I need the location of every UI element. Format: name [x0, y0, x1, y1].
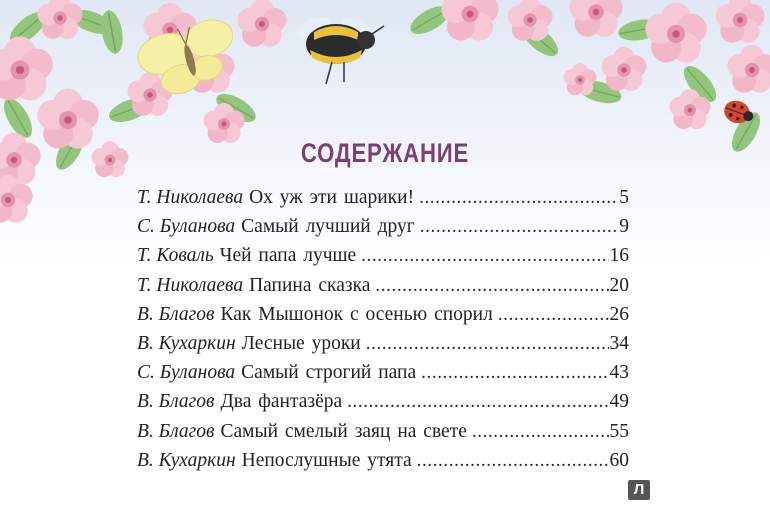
toc-entry-author: С. Буланова [137, 216, 236, 238]
toc-entry-title: Как Мышонок с осенью спорил [220, 303, 493, 325]
toc-entry-author: В. Благов [137, 391, 215, 413]
toc-entry-title: Ох уж эти шарики! [249, 187, 415, 208]
toc-entry-page: 26 [609, 303, 629, 325]
toc-entry[interactable] [137, 421, 629, 450]
toc-entry-leader [420, 216, 618, 238]
toc-entry-author: В. Кухаркин [137, 332, 236, 354]
toc-entry-leader [366, 333, 609, 355]
toc-entry-author: Т. Николаева [137, 274, 244, 296]
toc-entry[interactable] [137, 333, 629, 362]
toc-entry-author: В. Благов [137, 303, 215, 325]
toc-entry-title: Непослушные утята [241, 449, 412, 471]
toc-entry[interactable] [137, 245, 629, 274]
toc-entry-author: Т. Николаева [137, 187, 244, 208]
toc-entry-page: 49 [609, 391, 629, 413]
toc-entry-leader [472, 421, 609, 443]
toc-entry-title: Чей папа лучше [219, 245, 357, 267]
toc-entry[interactable] [137, 275, 629, 304]
toc-entry-title: Самый строгий папа [241, 362, 417, 384]
toc-entry-title: Лесные уроки [241, 332, 361, 354]
publisher-logo-icon: Л [628, 480, 650, 500]
toc-entry-leader [375, 275, 608, 297]
toc-entry-page: 20 [609, 274, 629, 296]
toc-entry-page: 43 [609, 362, 629, 384]
toc-entry-author: С. Буланова [137, 362, 236, 384]
toc-list [137, 187, 629, 479]
toc-entry-leader [421, 362, 608, 384]
toc-entry-leader [361, 245, 608, 267]
toc-entry-title: Самый лучший друг [241, 216, 415, 238]
toc-entry-author: Т. Коваль [137, 245, 214, 267]
toc-entry[interactable] [137, 362, 629, 391]
toc-entry-leader [419, 187, 618, 209]
toc-entry[interactable] [137, 450, 629, 479]
toc-entry-page: 60 [609, 449, 629, 471]
bumblebee-icon [293, 12, 384, 84]
toc-entry-author: В. Кухаркин [137, 449, 236, 471]
toc-entry-page: 34 [609, 332, 629, 354]
toc-entry[interactable] [137, 304, 629, 333]
toc-entry-page: 55 [609, 420, 629, 442]
toc-entry-page: 16 [609, 245, 629, 267]
right-branch [406, 0, 770, 156]
toc-entry-page: 9 [619, 216, 629, 238]
toc-entry-leader [417, 450, 609, 472]
toc-entry[interactable] [137, 216, 629, 245]
toc-entry-page: 5 [619, 187, 629, 208]
toc-entry-leader [347, 391, 608, 413]
toc-entry-author: В. Благов [137, 420, 215, 442]
toc-title: СОДЕРЖАНИЕ [300, 138, 470, 168]
toc-entry-title: Папина сказка [249, 274, 371, 296]
toc-entry-title: Два фантазёра [220, 391, 343, 413]
toc-entry[interactable] [137, 391, 629, 420]
toc-entry-title: Самый смелый заяц на свете [220, 420, 467, 442]
toc-entry[interactable] [137, 187, 629, 216]
toc-entry-leader [498, 304, 609, 326]
